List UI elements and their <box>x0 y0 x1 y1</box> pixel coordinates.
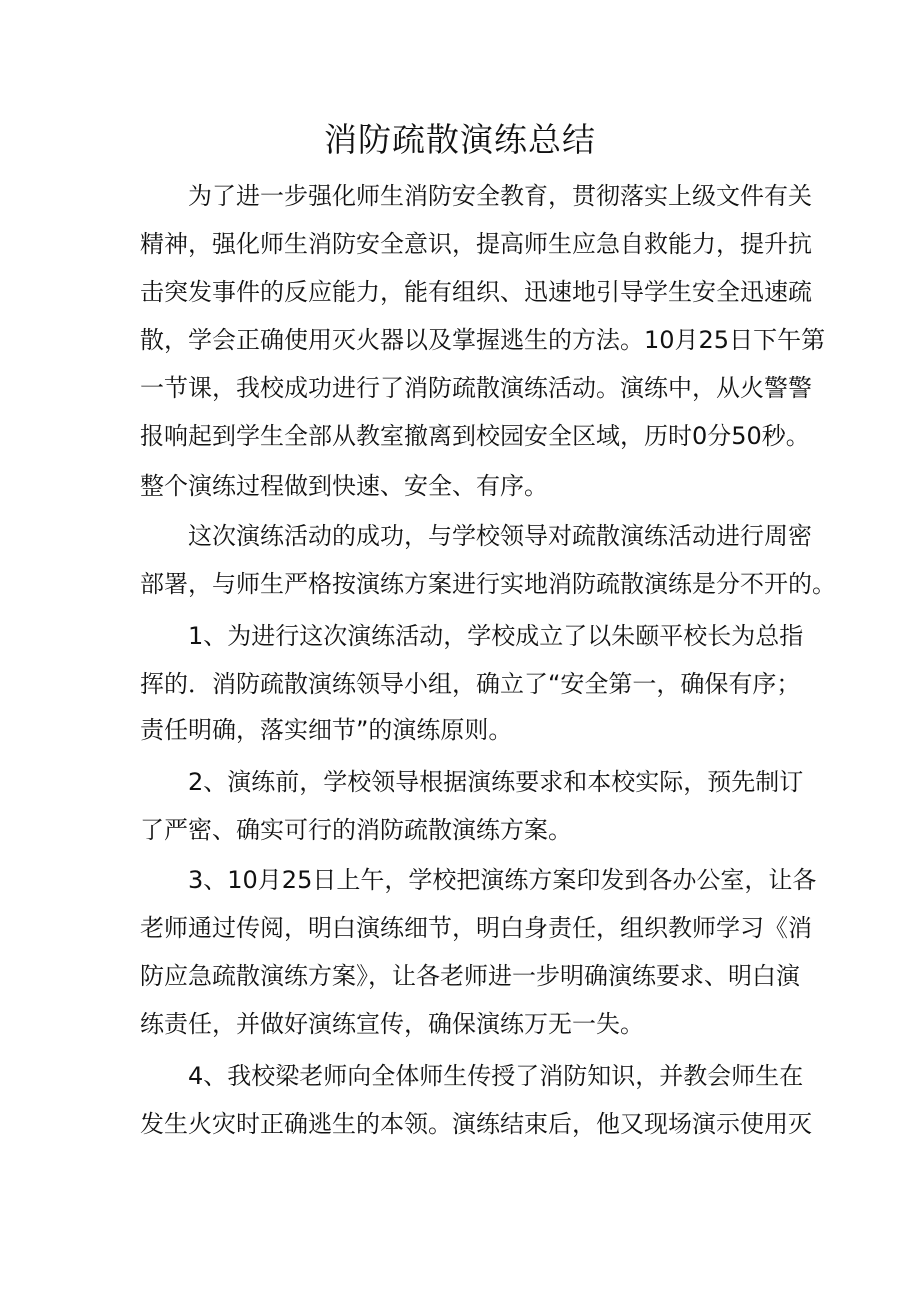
paragraph-line: 老师通过传阅，明白演练细节，明白身责任，组织教师学习《消 <box>140 914 812 942</box>
paragraph-line: 责任明确，落实细节”的演练原则。 <box>140 716 513 744</box>
paragraph-line: 3、10月25日上午，学校把演练方案印发到各办公室，让各 <box>188 866 817 894</box>
paragraph-line: 练责任，并做好演练宣传，确保演练万无一失。 <box>140 1010 644 1038</box>
paragraph-line: 了严密、确实可行的消防疏散演练方案。 <box>140 816 572 844</box>
paragraph-line: 报响起到学生全部从教室撤离到校园安全区域，历时0分50秒。 <box>140 422 810 450</box>
paragraph-line: 部署，与师生严格按演练方案进行实地消防疏散演练是分不开的。 <box>140 570 836 598</box>
paragraph-line: 散，学会正确使用灭火器以及掌握逃生的方法。10月25日下午第 <box>140 326 826 354</box>
paragraph-line: 4、我校梁老师向全体师生传授了消防知识，并教会师生在 <box>188 1062 804 1090</box>
paragraph-line: 一节课，我校成功进行了消防疏散演练活动。演练中，从火警警 <box>140 374 812 402</box>
paragraph-line: 这次演练活动的成功，与学校领导对疏散演练活动进行周密 <box>188 522 812 550</box>
paragraph-line: 为了进一步强化师生消防安全教育，贯彻落实上级文件有关 <box>188 182 812 210</box>
document-title: 消防疏散演练总结 <box>324 120 596 159</box>
paragraph-line: 2、演练前，学校领导根据演练要求和本校实际，预先制订 <box>188 768 804 796</box>
paragraph-line: 击突发事件的反应能力，能有组织、迅速地引导学生安全迅速疏 <box>140 278 812 306</box>
paragraph-line: 1、为进行这次演练活动，学校成立了以朱颐平校长为总指 <box>188 622 804 650</box>
paragraph-line: 防应急疏散演练方案》，让各老师进一步明确演练要求、明白演 <box>140 962 800 990</box>
paragraph-line: 整个演练过程做到快速、安全、有序。 <box>140 472 548 500</box>
paragraph-line: 精神，强化师生消防安全意识，提高师生应急自救能力，提升抗 <box>140 230 812 258</box>
paragraph-line: 挥的．消防疏散演练领导小组，确立了“安全第一，确保有序； <box>140 670 801 698</box>
paragraph-line: 发生火灾时正确逃生的本领。演练结束后，他又现场演示使用灭 <box>140 1110 812 1138</box>
